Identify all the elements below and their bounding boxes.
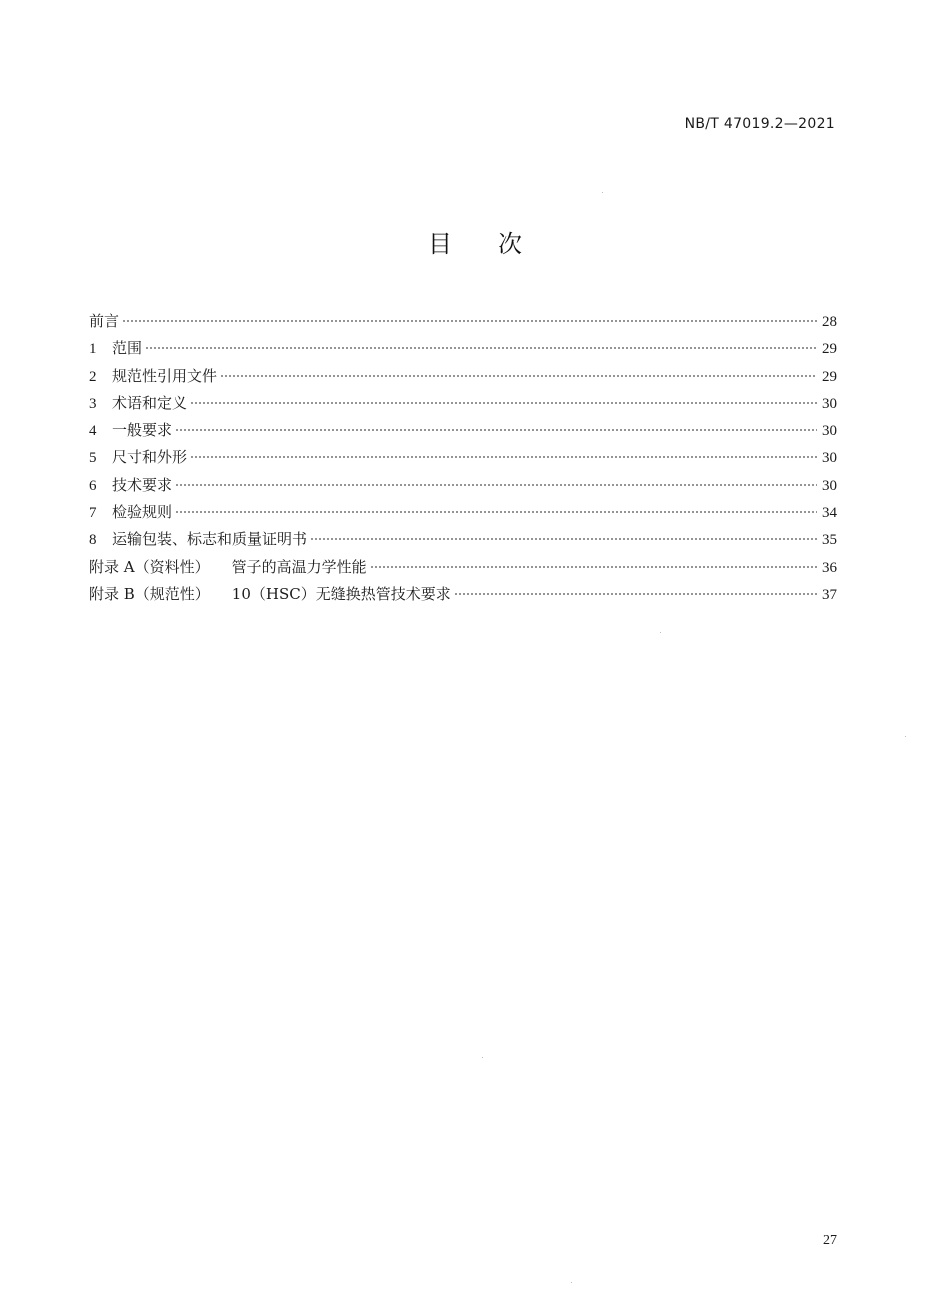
toc-entry-page: 37 <box>822 586 837 603</box>
dot-leader <box>175 484 817 486</box>
toc-entry-number: 6 <box>89 477 97 494</box>
toc-entry-label: 10（HSC）无缝换热管技术要求 <box>231 584 451 603</box>
toc-entry-label: 范围 <box>112 339 143 358</box>
toc-entry-appendix-prefix: 附录 A（资料性） <box>89 557 210 576</box>
toc-entry-label: 一般要求 <box>112 421 173 440</box>
scan-speck <box>905 736 906 737</box>
toc-entry-number: 8 <box>89 532 97 549</box>
dot-leader <box>190 456 817 458</box>
toc-entry-number: 1 <box>89 341 97 358</box>
dot-leader <box>190 402 817 404</box>
toc-entry-label: 尺寸和外形 <box>112 448 188 467</box>
toc-entry-page: 36 <box>822 559 837 576</box>
toc-entry-page: 28 <box>822 314 837 330</box>
toc-entry-7[interactable] <box>89 499 837 526</box>
toc-list <box>89 308 837 608</box>
toc-entry-number: 4 <box>89 423 97 440</box>
toc-entry-2[interactable] <box>89 363 837 390</box>
toc-entry-page: 30 <box>822 423 837 440</box>
toc-entry-4[interactable] <box>89 417 837 444</box>
toc-entry-5[interactable] <box>89 444 837 471</box>
toc-entry-foreword[interactable] <box>89 308 837 335</box>
toc-entry-8[interactable] <box>89 526 837 553</box>
standard-code: NB/T 47019.2—2021 <box>684 116 835 132</box>
toc-entry-6[interactable] <box>89 472 837 499</box>
dot-leader <box>175 429 817 431</box>
dot-leader <box>175 511 817 513</box>
toc-entry-label: 技术要求 <box>112 475 173 494</box>
toc-entry-appendix-prefix: 附录 B（规范性） <box>89 584 210 603</box>
toc-entry-label: 管子的高温力学性能 <box>231 557 367 576</box>
toc-entry-page: 35 <box>822 532 837 549</box>
toc-entry-label: 前言 <box>89 312 120 330</box>
dot-leader <box>145 347 817 349</box>
dot-leader <box>220 375 817 377</box>
scan-speck <box>660 632 661 633</box>
toc-entry-number: 2 <box>89 368 97 385</box>
toc-entry-number: 5 <box>89 450 97 467</box>
toc-entry-page: 30 <box>822 450 837 467</box>
toc-entry-page: 30 <box>822 477 837 494</box>
dot-leader <box>122 320 817 322</box>
toc-entry-page: 29 <box>822 341 837 358</box>
toc-entry-page: 30 <box>822 395 837 412</box>
toc-entry-number: 7 <box>89 505 97 522</box>
toc-entry-appendix-b[interactable] <box>89 581 837 608</box>
page-number: 27 <box>823 1233 837 1248</box>
toc-entry-page: 34 <box>822 505 837 522</box>
toc-entry-label: 运输包装、标志和质量证明书 <box>112 530 308 549</box>
dot-leader <box>370 566 817 568</box>
scan-speck <box>571 1282 572 1283</box>
toc-entry-3[interactable] <box>89 390 837 417</box>
toc-entry-label: 规范性引用文件 <box>112 366 218 385</box>
scan-speck <box>482 1057 483 1058</box>
toc-entry-appendix-a[interactable] <box>89 554 837 581</box>
toc-title: 目次 <box>428 230 568 258</box>
dot-leader <box>454 593 817 595</box>
toc-entry-page: 29 <box>822 368 837 385</box>
toc-entry-1[interactable] <box>89 335 837 362</box>
toc-entry-label: 检验规则 <box>112 503 173 522</box>
toc-entry-number: 3 <box>89 395 97 412</box>
scan-speck <box>602 192 603 193</box>
toc-entry-label: 术语和定义 <box>112 393 188 412</box>
dot-leader <box>310 538 817 540</box>
